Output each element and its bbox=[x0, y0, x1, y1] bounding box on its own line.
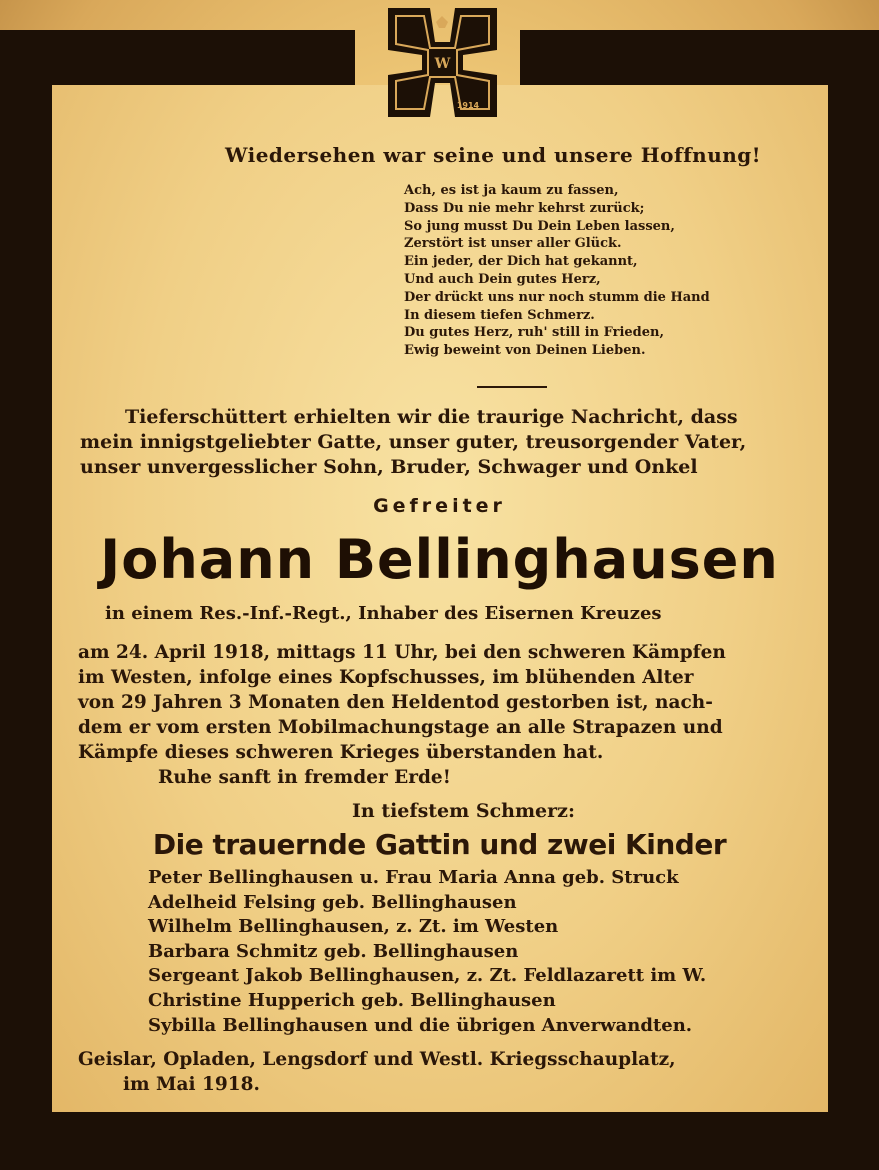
poem-line: Du gutes Herz, ruh' still in Frieden, bbox=[404, 325, 664, 341]
relative-item: Adelheid Felsing geb. Bellinghausen bbox=[148, 891, 517, 913]
relative-item: Sybilla Bellinghausen und die übrigen Anverwandten. bbox=[148, 1014, 693, 1036]
intro-paragraph bbox=[80, 405, 746, 480]
divider bbox=[477, 386, 547, 388]
intro-line: mein innigstgeliebter Gatte, unser guter, treusorgender Vater, bbox=[80, 431, 747, 453]
crown-icon bbox=[436, 16, 448, 28]
relative-item: Christine Hupperich geb. Bellinghausen bbox=[148, 989, 556, 1011]
relative-item: Sergeant Jakob Bellinghausen, z. Zt. Feldlazarett im W. bbox=[148, 965, 707, 987]
grief-line: In tiefstem Schmerz: bbox=[352, 800, 575, 822]
mourning-border-bottom bbox=[0, 1112, 879, 1170]
poem-line: Der drückt uns nur noch stumm die Hand bbox=[404, 289, 710, 305]
poem-line: In diesem tiefen Schmerz. bbox=[404, 307, 595, 323]
headline: Wiedersehen war seine und unsere Hoffnung! bbox=[225, 143, 762, 167]
place-date bbox=[78, 1047, 676, 1097]
relative-item: Peter Bellinghausen u. Frau Maria Anna geb. Struck bbox=[148, 867, 679, 888]
body-line: am 24. April 1918, mittags 11 Uhr, bei den schweren Kämpfen bbox=[78, 642, 726, 663]
poem-line: Ach, es ist ja kaum zu fassen, bbox=[404, 183, 619, 198]
place-line: Geislar, Opladen, Lengsdorf und Westl. Kriegsschauplatz, bbox=[78, 1049, 676, 1070]
poem-line: Ein jeder, der Dich hat gekannt, bbox=[404, 254, 638, 270]
poem-line: Zerstört ist unser aller Glück. bbox=[404, 236, 622, 252]
poem-line: Und auch Dein gutes Herz, bbox=[404, 271, 601, 287]
body-line: Kämpfe dieses schweren Krieges überstanden hat. bbox=[78, 742, 604, 763]
mourning-border-top-right bbox=[520, 30, 879, 85]
poem-line: Dass Du nie mehr kehrst zurück; bbox=[404, 200, 645, 216]
body-line: von 29 Jahren 3 Monaten den Heldentod gestorben ist, nach- bbox=[78, 692, 713, 713]
mourning-border-top-left bbox=[0, 30, 355, 85]
cross-year: 1914 bbox=[456, 101, 480, 110]
mourning-border-right bbox=[828, 30, 879, 1170]
relatives-list bbox=[148, 866, 706, 1038]
family-main: Die trauernde Gattin und zwei Kinder bbox=[152, 828, 727, 861]
poem-line: Ewig beweint von Deinen Lieben. bbox=[404, 343, 646, 359]
rest-line: Ruhe sanft in fremder Erde! bbox=[158, 767, 451, 788]
cross-letter: W bbox=[434, 56, 451, 72]
date-line: im Mai 1918. bbox=[123, 1074, 260, 1095]
body-line: im Westen, infolge eines Kopfschusses, im blühenden Alter bbox=[78, 667, 694, 688]
poem-line: So jung musst Du Dein Leben lassen, bbox=[404, 218, 675, 234]
intro-line: unser unvergesslicher Sohn, Bruder, Schwager und Onkel bbox=[80, 456, 698, 478]
rank: Gefreiter bbox=[373, 495, 506, 517]
body-paragraph bbox=[78, 640, 726, 790]
relative-item: Barbara Schmitz geb. Bellinghausen bbox=[148, 940, 519, 962]
deceased-name: Johann Bellinghausen bbox=[100, 528, 779, 591]
relative-item: Wilhelm Bellinghausen, z. Zt. im Westen bbox=[148, 916, 559, 938]
intro-line: Tieferschüttert erhielten wir die traurige Nachricht, dass bbox=[125, 406, 738, 428]
body-line: dem er vom ersten Mobilmachungstage an alle Strapazen und bbox=[78, 717, 723, 738]
iron-cross-icon bbox=[380, 0, 505, 125]
unit-line: in einem Res.-Inf.-Regt., Inhaber des Eisernen Kreuzes bbox=[105, 603, 662, 624]
poem bbox=[404, 182, 710, 360]
mourning-border-left bbox=[0, 30, 52, 1170]
